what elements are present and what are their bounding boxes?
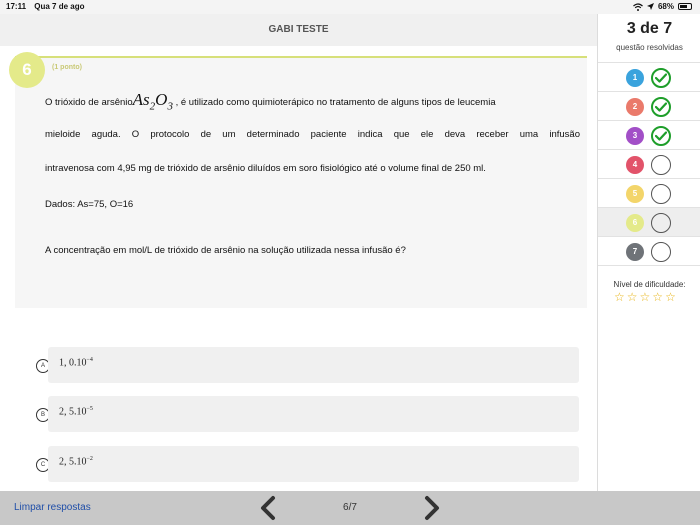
- question-data: Dados: As=75, O=16: [45, 199, 134, 210]
- question-text-part1: O trióxido de arsênio: [45, 97, 133, 108]
- check-circle-icon: [651, 126, 671, 146]
- check-circle-icon: [651, 97, 671, 117]
- question-badge: 2: [626, 98, 644, 116]
- question-item-4[interactable]: [598, 150, 700, 179]
- chevron-right-icon[interactable]: [422, 495, 442, 521]
- status-time: 17:11: [6, 2, 27, 11]
- empty-circle-icon: [651, 184, 671, 204]
- footer-bar: [0, 491, 700, 525]
- battery-percent: 68%: [657, 2, 674, 11]
- clear-answers-link[interactable]: Limpar respostas: [14, 502, 91, 513]
- star-icon[interactable]: ☆: [652, 290, 664, 304]
- question-badge: 4: [626, 156, 644, 174]
- location-icon: [647, 3, 654, 10]
- option-b[interactable]: [48, 396, 579, 432]
- question-item-7[interactable]: [598, 237, 700, 266]
- question-prompt: A concentração em mol/L de trióxido de arsênio na solução utilizada nessa infusão é?: [45, 245, 406, 256]
- star-icon[interactable]: ☆: [665, 290, 676, 304]
- option-c-text: 2, $5.10^{-2}$: [59, 456, 93, 468]
- question-item-6[interactable]: [598, 208, 700, 237]
- question-number: 6: [9, 52, 45, 88]
- status-bar: [0, 0, 700, 14]
- status-date: Qua 7 de ago: [34, 2, 85, 11]
- option-c-radio[interactable]: C: [36, 458, 50, 472]
- option-c[interactable]: [48, 446, 579, 482]
- empty-circle-icon: [651, 155, 671, 175]
- question-badge: 1: [626, 69, 644, 87]
- star-icon[interactable]: ☆: [626, 290, 638, 304]
- question-line-1: [45, 90, 496, 112]
- wifi-icon: [633, 3, 643, 11]
- sidebar: [597, 14, 700, 491]
- page-indicator: 6/7: [343, 502, 357, 513]
- question-line-2: mieloide aguda. O protocolo de um determinado paciente indica que ele deva receber uma infusão: [45, 129, 580, 140]
- question-list: [598, 62, 700, 266]
- question-text-part2: , é utilizado como quimioterápico no tratamento de alguns tipos de leucemia: [172, 97, 496, 108]
- question-line-3: intravenosa com 4,95 mg de trióxido de arsênio diluídos em soro fisiológico até o volume final de 250 ml.: [45, 163, 486, 174]
- formula: $As_2O_3$: [132, 90, 173, 113]
- question-item-2[interactable]: [598, 92, 700, 121]
- option-b-radio[interactable]: B: [36, 408, 50, 422]
- difficulty-stars: [614, 291, 676, 303]
- difficulty-label: Nível de dificuldade:: [613, 280, 686, 289]
- progress-label: questão resolvidas: [616, 43, 683, 52]
- question-badge: 5: [626, 185, 644, 203]
- chevron-left-icon[interactable]: [258, 495, 278, 521]
- question-item-5[interactable]: [598, 179, 700, 208]
- star-icon[interactable]: ☆: [639, 290, 651, 304]
- option-b-text: 2, $5.10^{-5}$: [59, 406, 93, 418]
- empty-circle-icon: [651, 213, 671, 233]
- question-points: (1 ponto): [52, 64, 82, 71]
- check-circle-icon: [651, 68, 671, 88]
- option-a[interactable]: [48, 347, 579, 383]
- option-a-text: 1, $0.10^{-4}$: [59, 357, 93, 369]
- empty-circle-icon: [651, 242, 671, 262]
- battery-icon: [678, 3, 692, 10]
- question-item-3[interactable]: [598, 121, 700, 150]
- star-icon[interactable]: ☆: [614, 290, 625, 304]
- question-badge: 6: [626, 214, 644, 232]
- progress-count: 3 de 7: [626, 20, 673, 37]
- question-badge: 3: [626, 127, 644, 145]
- question-item-1[interactable]: [598, 63, 700, 92]
- page-title: GABI TESTE: [0, 14, 597, 46]
- option-a-radio[interactable]: A: [36, 359, 50, 373]
- question-badge: 7: [626, 243, 644, 261]
